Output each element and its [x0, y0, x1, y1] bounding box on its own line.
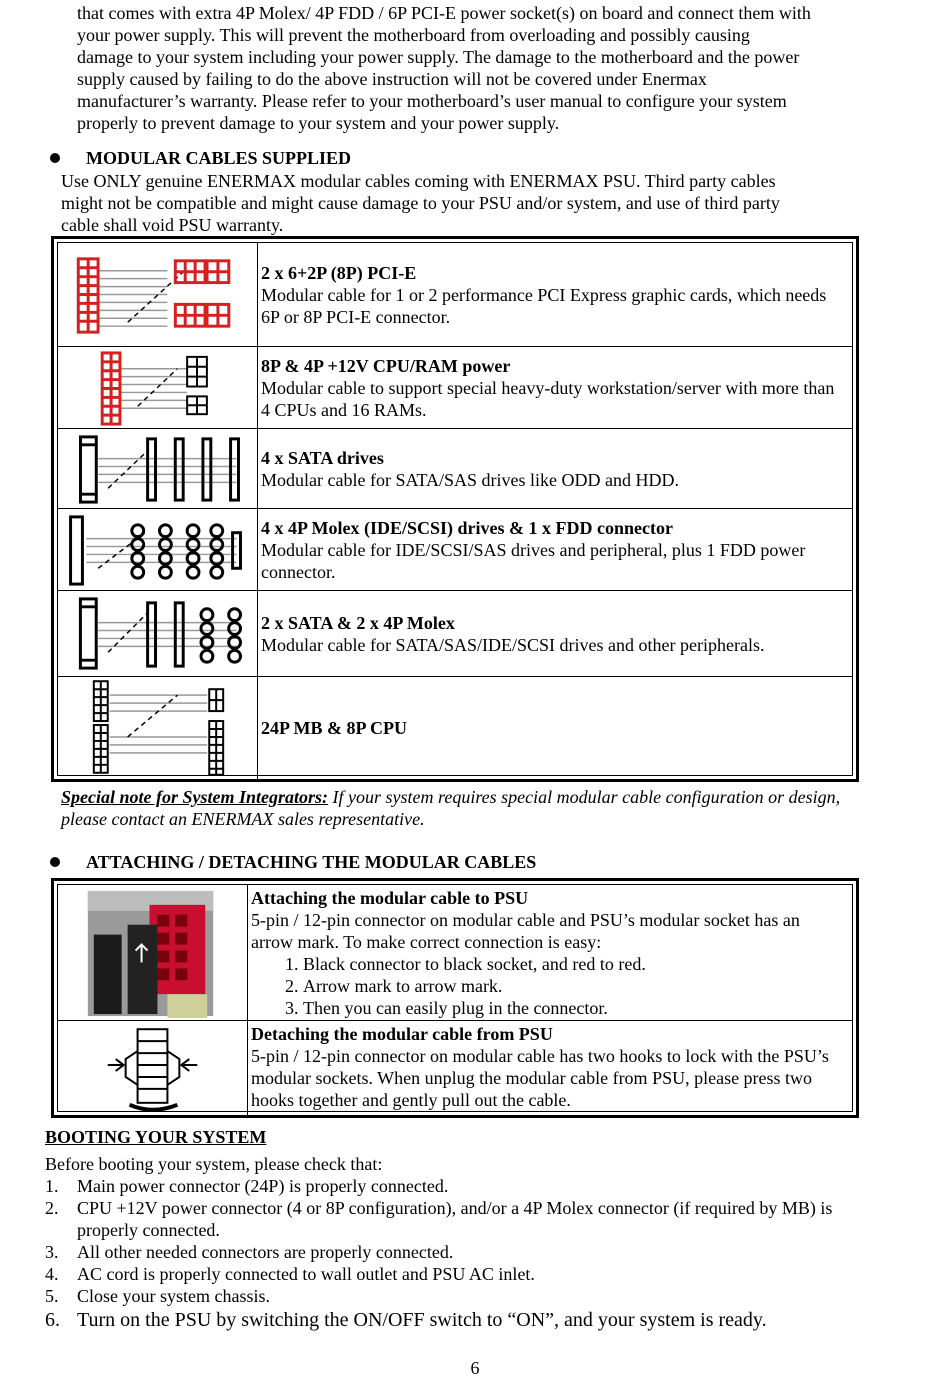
modular-paragraph	[61, 170, 851, 236]
item-number: 2.	[45, 1198, 59, 1218]
special-note-text: If your system requires special modular cable configuration or design, please contact an ENERMAX sales representative.	[61, 787, 841, 829]
cable-row-cpu	[58, 347, 852, 429]
list-item	[45, 1175, 885, 1197]
cable-title: 4 x 4P Molex (IDE/SCSI) drives & 1 x FDD connector	[261, 517, 673, 538]
intro-paragraph	[77, 2, 877, 134]
attach-table	[51, 878, 859, 1118]
attach-photo	[58, 885, 248, 1020]
cable-title: 8P & 4P +12V CPU/RAM power	[261, 355, 511, 376]
modular-section-heading	[50, 147, 351, 169]
item-text: CPU +12V power connector (4 or 8P configuration), and/or a 4P Molex connector (if required by MB) is properly connected.	[77, 1198, 833, 1240]
item-number: 1.	[45, 1176, 59, 1196]
cpu-cable-icon	[58, 347, 258, 428]
booting-heading: BOOTING YOUR SYSTEM	[45, 1127, 267, 1147]
molex-cable-icon	[58, 509, 258, 590]
attach-steps	[251, 953, 846, 1019]
item-number: 3.	[45, 1242, 59, 1262]
detach-row	[58, 1021, 852, 1115]
sata-molex-cable-icon	[58, 591, 258, 676]
modular-line: cable shall void PSU warranty.	[61, 215, 284, 235]
cable-title: 24P MB & 8P CPU	[261, 718, 407, 738]
item-text: Close your system chassis.	[77, 1286, 270, 1306]
cable-row-molex	[58, 509, 852, 591]
attach-step: 2. Arrow mark to arrow mark.	[303, 975, 846, 997]
attach-desc: 5-pin / 12-pin connector on modular cable and PSU’s modular socket has an arrow mark. To make correct connection is easy:	[251, 910, 800, 952]
cable-desc: Modular cable for SATA/SAS drives like ODD and HDD.	[261, 469, 679, 490]
item-text: Main power connector (24P) is properly connected.	[77, 1176, 449, 1196]
pcie-cable-icon	[58, 243, 258, 346]
attach-step: 1. Black connector to black socket, and red to red.	[303, 953, 846, 975]
intro-line: manufacturer’s warranty. Please refer to your motherboard’s user manual to configure your system	[77, 91, 787, 111]
cable-desc: Modular cable to support special heavy-duty workstation/server with more than 4 CPUs and 16 RAMs.	[261, 377, 835, 420]
list-item	[45, 1197, 885, 1241]
modular-line: might not be compatible and might cause damage to your PSU and/or system, and use of third party	[61, 193, 780, 213]
page-number: 6	[470, 1358, 480, 1378]
list-item	[45, 1263, 885, 1285]
bullet-icon	[50, 153, 60, 163]
intro-line: supply caused by failing to do the above instruction will not be covered under Enermax	[77, 69, 707, 89]
special-note-label: Special note for System Integrators:	[61, 787, 329, 807]
item-text: All other needed connectors are properly connected.	[77, 1242, 454, 1262]
list-item	[45, 1307, 885, 1333]
detach-title: Detaching the modular cable from PSU	[251, 1024, 553, 1044]
attaching-section-heading	[50, 851, 536, 873]
item-number: 4.	[45, 1264, 59, 1284]
cable-row-mb	[58, 677, 852, 779]
cable-row-sata	[58, 429, 852, 509]
intro-line: damage to your system including your power supply. The damage to the motherboard and the power	[77, 47, 800, 67]
item-text: Turn on the PSU by switching the ON/OFF switch to “ON”, and your system is ready.	[77, 1309, 767, 1331]
special-note	[61, 786, 851, 830]
booting-list	[45, 1175, 885, 1333]
cable-row-pcie	[58, 243, 852, 347]
item-number: 6.	[45, 1309, 60, 1331]
intro-line: your power supply. This will prevent the motherboard from overloading and possibly causing	[77, 25, 750, 45]
attaching-heading-text: ATTACHING / DETACHING THE MODULAR CABLES	[86, 852, 537, 872]
mb-cable-icon	[58, 677, 258, 779]
detach-desc: 5-pin / 12-pin connector on modular cable has two hooks to lock with the PSU’s modular sockets. When unplug the modular cable from PSU, please press two hooks together and gently pull out the cable.	[251, 1046, 829, 1110]
cable-title: 2 x 6+2P (8P) PCI-E	[261, 262, 417, 283]
modular-line: Use ONLY genuine ENERMAX modular cables coming with ENERMAX PSU. Third party cables	[61, 171, 776, 191]
modular-heading-text: MODULAR CABLES SUPPLIED	[86, 148, 352, 168]
intro-line: properly to prevent damage to your system and your power supply.	[77, 113, 560, 133]
bullet-icon	[50, 857, 60, 867]
cable-row-sata-molex	[58, 591, 852, 677]
cable-desc: Modular cable for 1 or 2 performance PCI Express graphic cards, which needs 6P or 8P PCI-E connector.	[261, 284, 827, 327]
cable-title: 2 x SATA & 2 x 4P Molex	[261, 612, 455, 633]
item-number: 5.	[45, 1286, 59, 1306]
attach-row	[58, 885, 852, 1021]
list-item	[45, 1241, 885, 1263]
detach-diagram	[58, 1021, 248, 1115]
cable-desc: Modular cable for SATA/SAS/IDE/SCSI drives and other peripherals.	[261, 634, 765, 655]
intro-line: that comes with extra 4P Molex/ 4P FDD / 6P PCI-E power socket(s) on board and connect them with	[77, 3, 811, 23]
list-item	[45, 1285, 885, 1307]
sata-cable-icon	[58, 429, 258, 508]
cable-desc: Modular cable for IDE/SCSI/SAS drives and peripheral, plus 1 FDD power connector.	[261, 539, 806, 582]
booting-intro: Before booting your system, please check that:	[45, 1154, 383, 1174]
cable-table	[51, 236, 859, 782]
cable-title: 4 x SATA drives	[261, 447, 384, 468]
item-text: AC cord is properly connected to wall outlet and PSU AC inlet.	[77, 1264, 535, 1284]
attach-title: Attaching the modular cable to PSU	[251, 888, 529, 908]
attach-step: 3. Then you can easily plug in the connector.	[303, 997, 846, 1019]
